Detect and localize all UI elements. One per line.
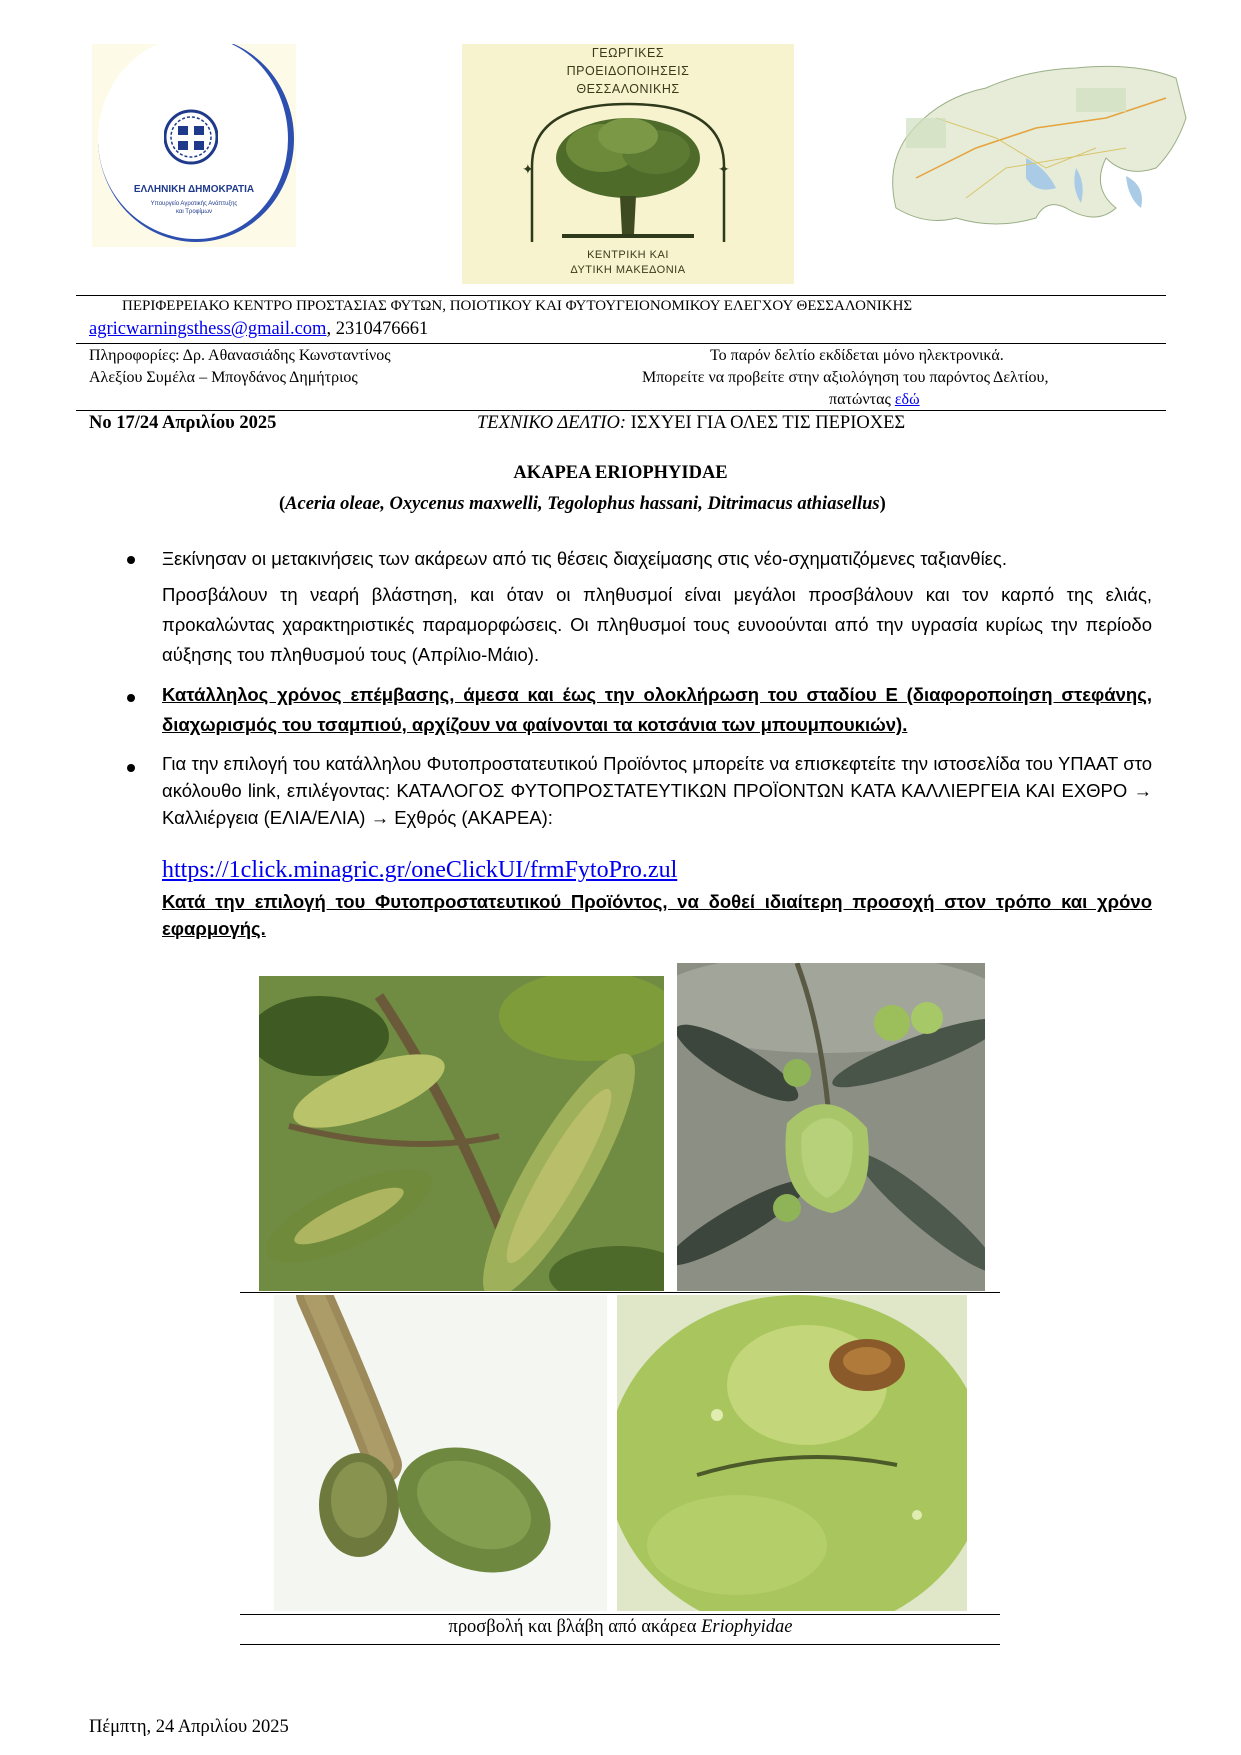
greek-emblem-icon xyxy=(164,106,218,168)
bullet-3-note: Κατά την επιλογή του Φυτοπροστατευτικού Προϊόντος, να δοθεί ιδιαίτερη προσοχή στον τρόπο και χρόνο εφαρμογής. xyxy=(162,891,1152,939)
svg-text:✦: ✦ xyxy=(522,163,534,178)
bullet-dot xyxy=(127,694,135,702)
agri-warnings-logo xyxy=(462,44,794,284)
figure-caption: προσβολή και βλάβη από ακάρεα Eriophyidae xyxy=(448,1617,793,1637)
center-name: ΠΕΡΙΦΕΡΕΙΑΚΟ ΚΕΝΤΡΟ ΠΡΟΣΤΑΣΙΑΣ ΦΥΤΩΝ, ΠΟΙΟΤΙΚΟΥ ΚΑΙ ΦΥΤΟΥΓΕΙΟΝΟΜΙΚΟΥ ΕΛΕΓΧΟΥ ΘΕΣΣΑΛΟΝΙΚΗΣ xyxy=(122,298,913,314)
bulletin-type: ΤΕΧΝΙΚΟ ΔΕΛΤΙΟ: ΙΣΧΥΕΙ ΓΙΑ ΟΛΕΣ ΤΙΣ ΠΕΡΙΟΧΕΣ xyxy=(477,413,906,433)
gov-logo-ministry: Υπουργείο Αγροτικής Ανάπτυξης και Τροφίμων xyxy=(150,201,238,215)
info-line-2: Αλεξίου Συμέλα – Μπογδάνος Δημήτριος xyxy=(89,369,358,386)
notice-line-1: Το παρόν δελτίο εκδίδεται μόνο ηλεκτρονικά. xyxy=(710,347,1004,364)
notice-line-3: πατώντας εδώ xyxy=(829,391,920,408)
bullet-dot xyxy=(127,764,135,772)
info-line-1: Πληροφορίες: Δρ. Αθανασιάδης Κωνσταντίνος xyxy=(89,347,391,364)
photo-mite-closeup xyxy=(617,1295,967,1611)
bullet-1-intro: Ξεκίνησαν οι μετακινήσεις των ακάρεων από τις θέσεις διαχείμασης στις νέο-σχηματιζόμενες ταξιανθίες. xyxy=(162,548,1007,569)
evaluation-link[interactable]: εδώ xyxy=(894,391,920,408)
gov-logo-title: ΕΛΛΗΝΙΚΗ ΔΗΜΟΚΡΑΤΙΑ xyxy=(133,184,255,195)
footer-date: Πέμπτη, 24 Απριλίου 2025 xyxy=(89,1717,289,1737)
species-list: (Aceria oleae, Oxycenus maxwelli, Tegolophus hassani, Ditrimacus athiasellus) xyxy=(279,494,886,514)
contact-line xyxy=(89,319,428,340)
bullet-3-paragraph: Για την επιλογή του κατάλληλου Φυτοπροστατευτικού Προϊόντος μπορείτε να επισκεφτείτε την ιστοσελίδα του ΥΠΑΑΤ στο ακόλουθο link, επιλέγοντας: ΚΑΤΑΛΟΓΟΣ ΦΥΤΟΠΡΟΣΤΑΤΕΥΤΙΚΩΝ ΠΡΟΪΟΝΤΩΝ ΚΑΤΑ ΚΑΛΛΙΕΡΓΕΙΑ ΚΑΙ ΕΧΘΡΟ → Καλλιέργεια (ΕΛΙΑ/ΕΛΙΑ) → Εχθρός (ΑΚΑΡΕΑ): xyxy=(162,753,1152,828)
bullet-dot xyxy=(127,556,135,564)
bulletin-number: Νο 17/24 Απριλίου 2025 xyxy=(89,413,277,433)
bullet-2-timing: Κατάλληλος χρόνος επέμβασης, άμεσα και έως την ολοκλήρωση του σταδίου Ε (διαφοροποίηση στεφάνης, διαχωρισμός του τσαμπιού, αρχίζουν να φαίνονται τα κοτσάνια των μπουμπουκιών). xyxy=(162,684,1152,735)
agri-logo-region: ΚΕΝΤΡΙΚΗ ΚΑΙ ΔΥΤΙΚΗ ΜΑΚΕΔΟΝΙΑ xyxy=(570,249,686,276)
email-link[interactable]: agricwarningsthess@gmail.com xyxy=(89,319,327,339)
olive-tree-icon xyxy=(522,96,734,244)
photo-deformed-olive-fruit xyxy=(677,963,985,1291)
phone-number: , 2310476661 xyxy=(326,319,429,339)
photo-infested-leaves xyxy=(259,976,664,1291)
agri-logo-title: ΓΕΩΡΓΙΚΕΣ ΠΡΟΕΙΔΟΠΟΙΗΣΕΙΣ ΘΕΣΣΑΛΟΝΙΚΗΣ xyxy=(566,46,690,96)
notice-line-2: Μπορείτε να προβείτε στην αξιολόγηση του παρόντος Δελτίου, xyxy=(642,369,1049,386)
fytopro-link[interactable]: https://1click.minagric.gr/oneClickUI/frmFytoPro.zul xyxy=(162,857,678,883)
gov-logo xyxy=(92,44,296,247)
bullet-1-paragraph: Προσβάλουν τη νεαρή βλάστηση, και όταν οι πληθυσμοί είναι μεγάλοι προσβάλουν και τον καρπό της ελιάς, προκαλώντας χαρακτηριστικές παραμορφώσεις. Οι πληθυσμοί τους ευνοούνται από την υγρασία κυρίως την περίοδο αύξησης του πληθυσμού τους (Απρίλιο-Μάιο). xyxy=(162,584,1152,665)
svg-text:✦: ✦ xyxy=(718,163,730,178)
photo-infested-buds xyxy=(274,1295,607,1611)
macedonia-map-image xyxy=(876,58,1194,230)
page-title: ΑΚΑΡΕΑ ERIOPHYIDAE xyxy=(513,463,728,483)
